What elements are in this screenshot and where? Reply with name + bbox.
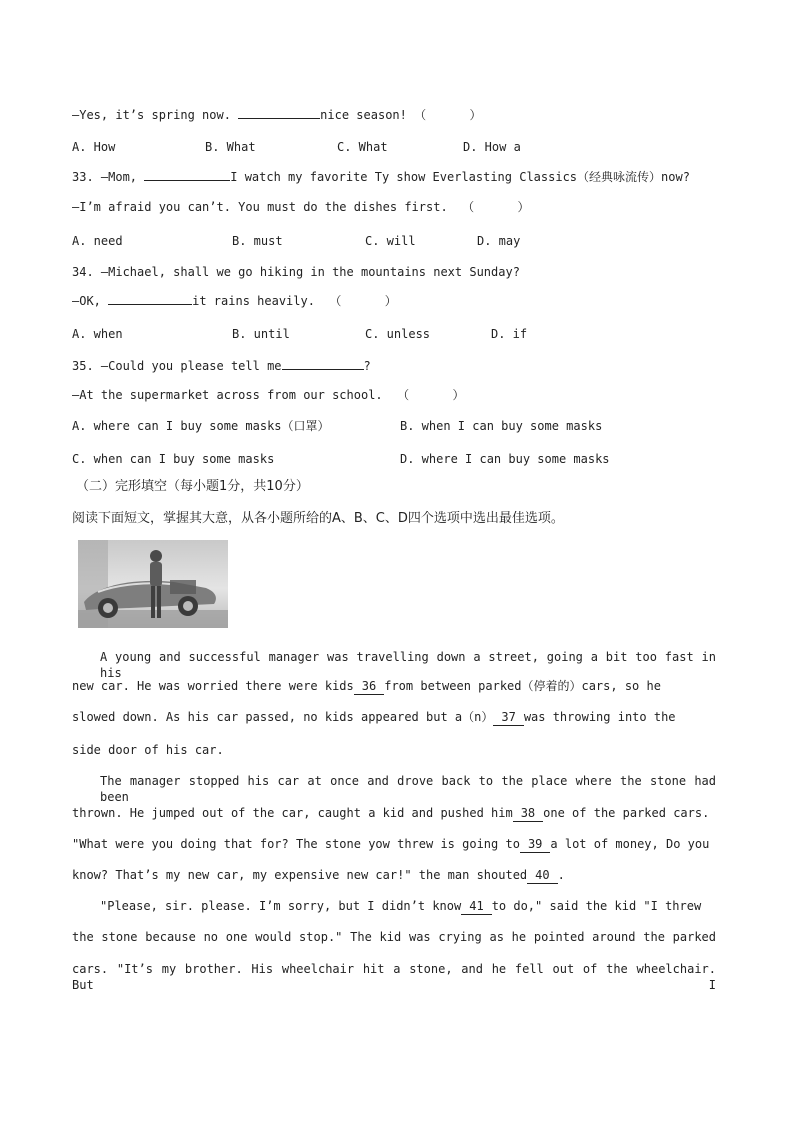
blank-38: 38 [513,805,543,822]
passage-line: "Please, sir. please. I’m sorry, but I didn’t know 41 to do," said the kid "I threw [100,899,702,913]
passage-line: side door of his car. [72,743,224,757]
q34-option-b: B. until [232,327,290,341]
section-instruction: 阅读下面短文，掌握其大意，从各小题所给的A、B、C、D四个选项中选出最佳选项。 [72,511,564,526]
q35-option-c: C. when can I buy some masks [72,452,275,466]
passage-line: "What were you doing that for? The stone yow threw is going to 39 a lot of money, Do you [72,837,710,851]
blank-39: 39 [520,836,550,853]
q33-option-c: C. will [365,234,416,248]
answer-blank [144,168,230,181]
q32-option-b: B. What [205,140,256,154]
blank-40: 40 [527,867,557,884]
manager-car-photo [78,540,228,628]
answer-blank [108,292,192,305]
q35-option-d: D. where I can buy some masks [400,452,610,466]
q35-reply: —At the supermarket across from our school. （ ） [72,388,465,402]
q33-option-d: D. may [477,234,521,248]
passage-line: thrown. He jumped out of the car, caught a kid and pushed him 38 one of the parked cars. [72,806,710,820]
q33-option-a: A. need [72,234,123,248]
q34-option-c: C. unless [365,327,431,341]
q34-reply: —OK, it rains heavily. （ ） [72,294,397,308]
q33-reply: —I’m afraid you can’t. You must do the dishes first. （ ） [72,200,530,214]
q33-option-b: B. must [232,234,283,248]
q35-option-b: B. when I can buy some masks [400,419,603,433]
blank-36: 36 [354,678,384,695]
q34-option-a: A. when [72,327,123,341]
q32-option-d: D. How a [463,140,521,154]
q35-prompt: 35. —Could you please tell me ? [72,359,371,373]
passage-line: The manager stopped his car at once and drove back to the place where the stone had been [100,774,716,804]
answer-blank [282,357,364,370]
section-heading: （二）完形填空（每小题1分，共10分） [76,479,309,494]
q32-prompt: —Yes, it’s spring now. nice season! （ ） [72,108,482,122]
blank-41: 41 [461,898,491,915]
q33-prompt: 33. —Mom, I watch my favorite Ty show Everlasting Classics（经典咏流传）now? [72,170,690,184]
answer-blank [238,106,320,119]
q34-option-d: D. if [491,327,528,341]
q34-prompt: 34. —Michael, shall we go hiking in the mountains next Sunday? [72,265,520,279]
passage-line: know? That’s my new car, my expensive new car!" the man shouted 40 . [72,868,565,882]
passage-line: A young and successful manager was travelling down a street, going a bit too fast in his [100,650,716,680]
q32-option-a: A. How [72,140,116,154]
q32-option-c: C. What [337,140,388,154]
passage-line: new car. He was worried there were kids 36 from between parked（停着的）cars, so he [72,679,661,693]
passage-line: cars. "It’s my brother. His wheelchair hit a stone, and he fell out of the wheelchair. But I [72,962,716,992]
passage-line: slowed down. As his car passed, no kids appeared but a（n） 37 was throwing into the [72,710,676,724]
passage-line: the stone because no one would stop." The kid was crying as he pointed around the parked [72,930,716,944]
blank-37: 37 [493,709,523,726]
q35-option-a: A. where can I buy some masks（口罩） [72,419,330,433]
